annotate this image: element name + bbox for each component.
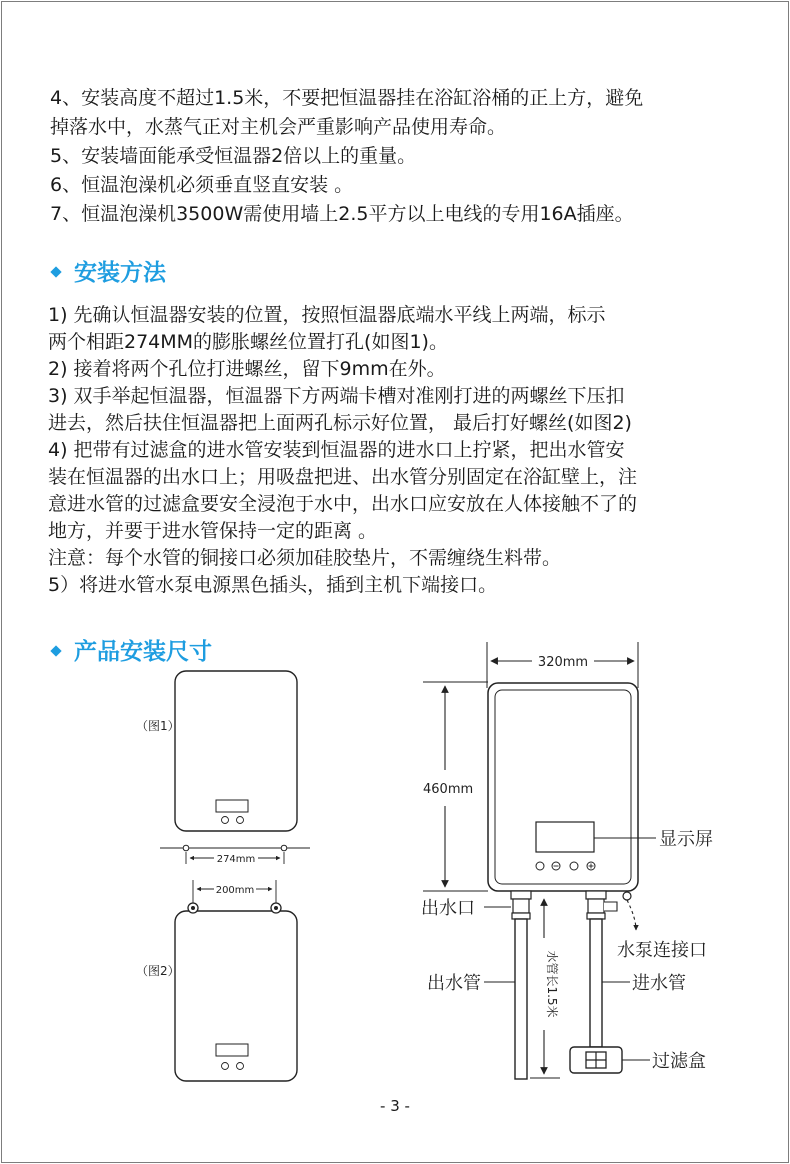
intro-line: 6、恒温泡澡机必须垂直竖直安装 。	[50, 174, 354, 196]
intro-line: 7、恒温泡澡机3500W需使用墙上2.5平方以上电线的专用16A插座。	[50, 203, 634, 225]
width-dimension-label: 320mm	[537, 655, 589, 670]
pump-port-icon	[623, 892, 631, 900]
fig2-display	[216, 1044, 248, 1056]
intro-line: 4、安装高度不超过1.5米，不要把恒温器挂在浴缸浴桶的正上方，避免	[50, 87, 644, 109]
method-line: 两个相距274MM的膨胀螺丝位置打孔(如图1)。	[48, 331, 448, 353]
method-line: 4) 把带有过滤盒的进水管安装到恒温器的进水口上拧紧，把出水管安	[48, 439, 625, 461]
fig1-display	[216, 800, 248, 812]
inlet-pipe-label: 进水管	[632, 973, 686, 994]
fig1-button-icon	[237, 817, 244, 824]
intro-line: 掉落水中，水蒸气正对主机会严重影响产品使用寿命。	[50, 116, 507, 138]
method-line: 3) 双手举起恒温器，恒温器下方两端卡槽对准刚打进的两螺丝下压扣	[48, 385, 625, 407]
height-dimension-label: 460mm	[423, 782, 474, 797]
fig1-label: （图1）	[136, 719, 180, 733]
unit-outer	[488, 683, 638, 891]
figure-1	[136, 671, 310, 865]
section-heading-dimensions: 产品安装尺寸	[52, 633, 212, 666]
method-line: 装在恒温器的出水口上；用吸盘把进、出水管分别固定在浴缸壁上，注	[48, 466, 638, 488]
display-screen	[536, 822, 594, 852]
method-line: 地方，并要于进水管保持一定的距离 。	[48, 520, 378, 542]
figure-2	[136, 880, 297, 1081]
fig2-dimension-label: 200mm	[215, 885, 255, 896]
section-heading-method: 安装方法	[52, 254, 166, 287]
display-label: 显示屏	[659, 829, 713, 850]
fig2-button-icon	[222, 1063, 229, 1070]
fig1-button-icon	[222, 817, 229, 824]
pump-port-label: 水泵连接口	[617, 940, 707, 961]
page-number: - 3 -	[380, 1097, 410, 1115]
outlet-pipe	[515, 919, 527, 1079]
mode-button-icon	[570, 862, 578, 870]
method-line: 1) 先确认恒温器安装的位置，按照恒温器底端水平线上两端，标示	[48, 304, 606, 326]
method-line: 进去，然后扶住恒温器把上面两孔标示好位置， 最后打好螺丝(如图2)	[48, 412, 632, 434]
method-line: 5）将进水管水泵电源黑色插头，插到主机下端接口。	[48, 574, 498, 596]
outlet-label: 出水口	[421, 898, 475, 919]
intro-line: 5、安装墙面能承受恒温器2倍以上的重量。	[50, 145, 417, 167]
power-button-icon	[536, 862, 544, 870]
filter-label: 过滤盒	[652, 1051, 706, 1072]
outlet-pipe-label: 出水管	[427, 973, 481, 994]
method-line: 意进水管的过滤盒要安全浸泡于水中，出水口应安放在人体接触不了的	[48, 493, 638, 515]
fig2-button-icon	[237, 1063, 244, 1070]
inlet-pipe	[590, 919, 602, 1047]
fig1-screw-hole-icon	[281, 845, 287, 851]
method-line: 注意：每个水管的铜接口必须加硅胶垫片，不需缠绕生料带。	[48, 547, 562, 569]
fig1-dimension-label: 274mm	[216, 854, 256, 865]
method-line: 2) 接着将两个孔位打进螺丝，留下9mm在外。	[48, 358, 446, 380]
main-diagram	[421, 642, 713, 1079]
fig1-screw-hole-icon	[183, 845, 189, 851]
pipe-length-label: 水管长1.5米	[545, 950, 559, 1018]
fig2-label: （图2）	[136, 964, 180, 978]
